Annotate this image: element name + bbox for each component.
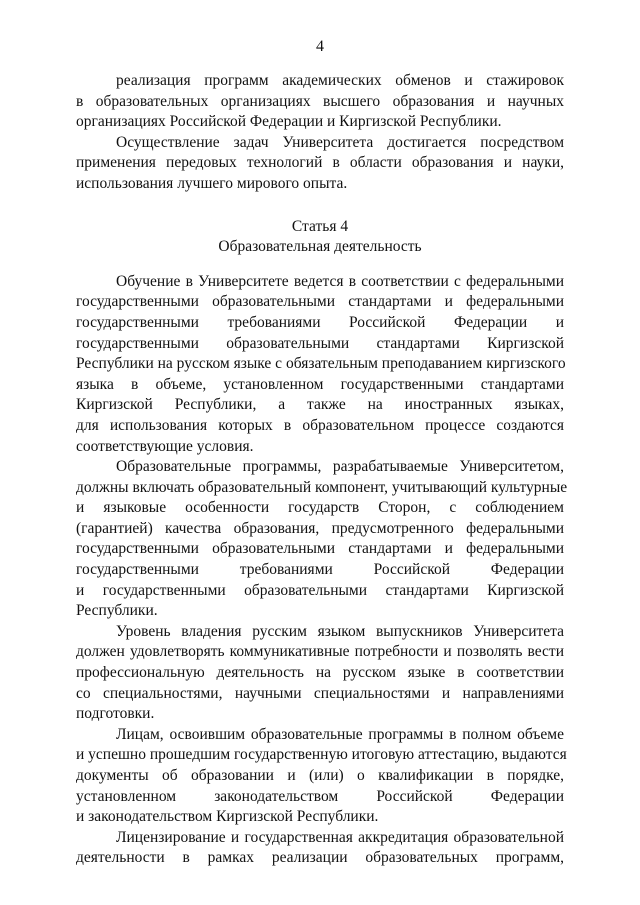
paragraph	[76, 725, 567, 828]
text-line: Киргизской Республики, а также на иностранных языках,	[76, 396, 564, 414]
text-line: и языковые особенности государств Сторон, с соблюдением	[76, 499, 564, 517]
paragraph	[76, 622, 564, 725]
text-line: реализация программ академических обменов и стажировок	[116, 72, 564, 89]
text-line: профессиональную деятельность на русском языке в соответствии	[76, 664, 564, 682]
article-title: Образовательная деятельность	[218, 238, 422, 256]
paragraph	[76, 71, 564, 133]
text-line: Образовательные программы, разрабатываемые Университетом,	[116, 458, 564, 476]
paragraphs-before-article	[76, 71, 564, 195]
text-line: (гарантией) качества образования, предусмотренного федеральными	[76, 519, 564, 537]
text-line: и успешно прошедшим государственную итоговую аттестацию, выдаются	[76, 746, 567, 764]
text-line: государственными образовательными стандартами и федеральными	[76, 293, 564, 311]
paragraph	[76, 272, 564, 457]
page-number: 4	[316, 38, 324, 55]
text-line: должны включать образовательный компонент, учитывающий культурные	[76, 478, 568, 496]
article-heading	[76, 217, 564, 258]
text-line: Лицензирование и государственная аккредитация образовательной	[116, 828, 564, 846]
text-line: применения передовых технологий в области образования и науки,	[76, 154, 564, 172]
text-line: государственными образовательными стандартами Киргизской	[76, 334, 564, 352]
text-line: подготовки.	[76, 705, 155, 723]
text-line: государственными требованиями Российской Федерации	[76, 561, 564, 579]
text-line: и законодательством Киргизской Республики.	[76, 808, 379, 826]
text-line: Республики на русском языке с обязательным преподаванием киргизского	[76, 355, 566, 373]
text-line: Уровень владения русским языком выпускников Университета	[116, 622, 564, 640]
text-line: языка в объеме, установленном государственными стандартами	[76, 375, 564, 393]
text-line: Лицам, освоившим образовательные программы в полном объеме	[116, 725, 564, 743]
text-line: Осуществление задач Университета достигается посредством	[116, 133, 564, 151]
document-body	[76, 71, 568, 869]
text-line: со специальностями, научными специальностями и направлениями	[76, 684, 564, 702]
text-line: деятельности в рамках реализации образовательных программ,	[76, 849, 564, 867]
paragraph	[76, 828, 564, 869]
text-line: должен удовлетворять коммуникативные потребности и позволять вести	[76, 643, 564, 661]
text-line: для использования которых в образовательном процессе создаются	[76, 416, 564, 434]
text-line: в образовательных организациях высшего образования и научных	[76, 92, 564, 110]
text-line: Республики.	[76, 602, 158, 620]
text-line: организациях Российской Федерации и Киргизской Республики.	[76, 113, 502, 131]
paragraph	[76, 457, 568, 622]
text-line: установленном законодательством Российской Федерации	[76, 787, 564, 805]
text-line: использования лучшего мирового опыта.	[76, 174, 348, 192]
paragraphs-after-article	[76, 272, 568, 869]
text-line: и государственными образовательными стандартами Киргизской	[76, 581, 564, 599]
text-line: государственными образовательными стандартами и федеральными	[76, 540, 564, 558]
article-number: Статья 4	[291, 217, 349, 235]
text-line: государственными требованиями Российской Федерации и	[76, 313, 564, 331]
text-line: Обучение в Университете ведется в соответствии с федеральными	[116, 272, 564, 290]
text-line: документы об образовании и (или) о квалификации в порядке,	[76, 767, 564, 784]
text-line: соответствующие условия.	[76, 437, 254, 455]
paragraph	[76, 133, 564, 195]
